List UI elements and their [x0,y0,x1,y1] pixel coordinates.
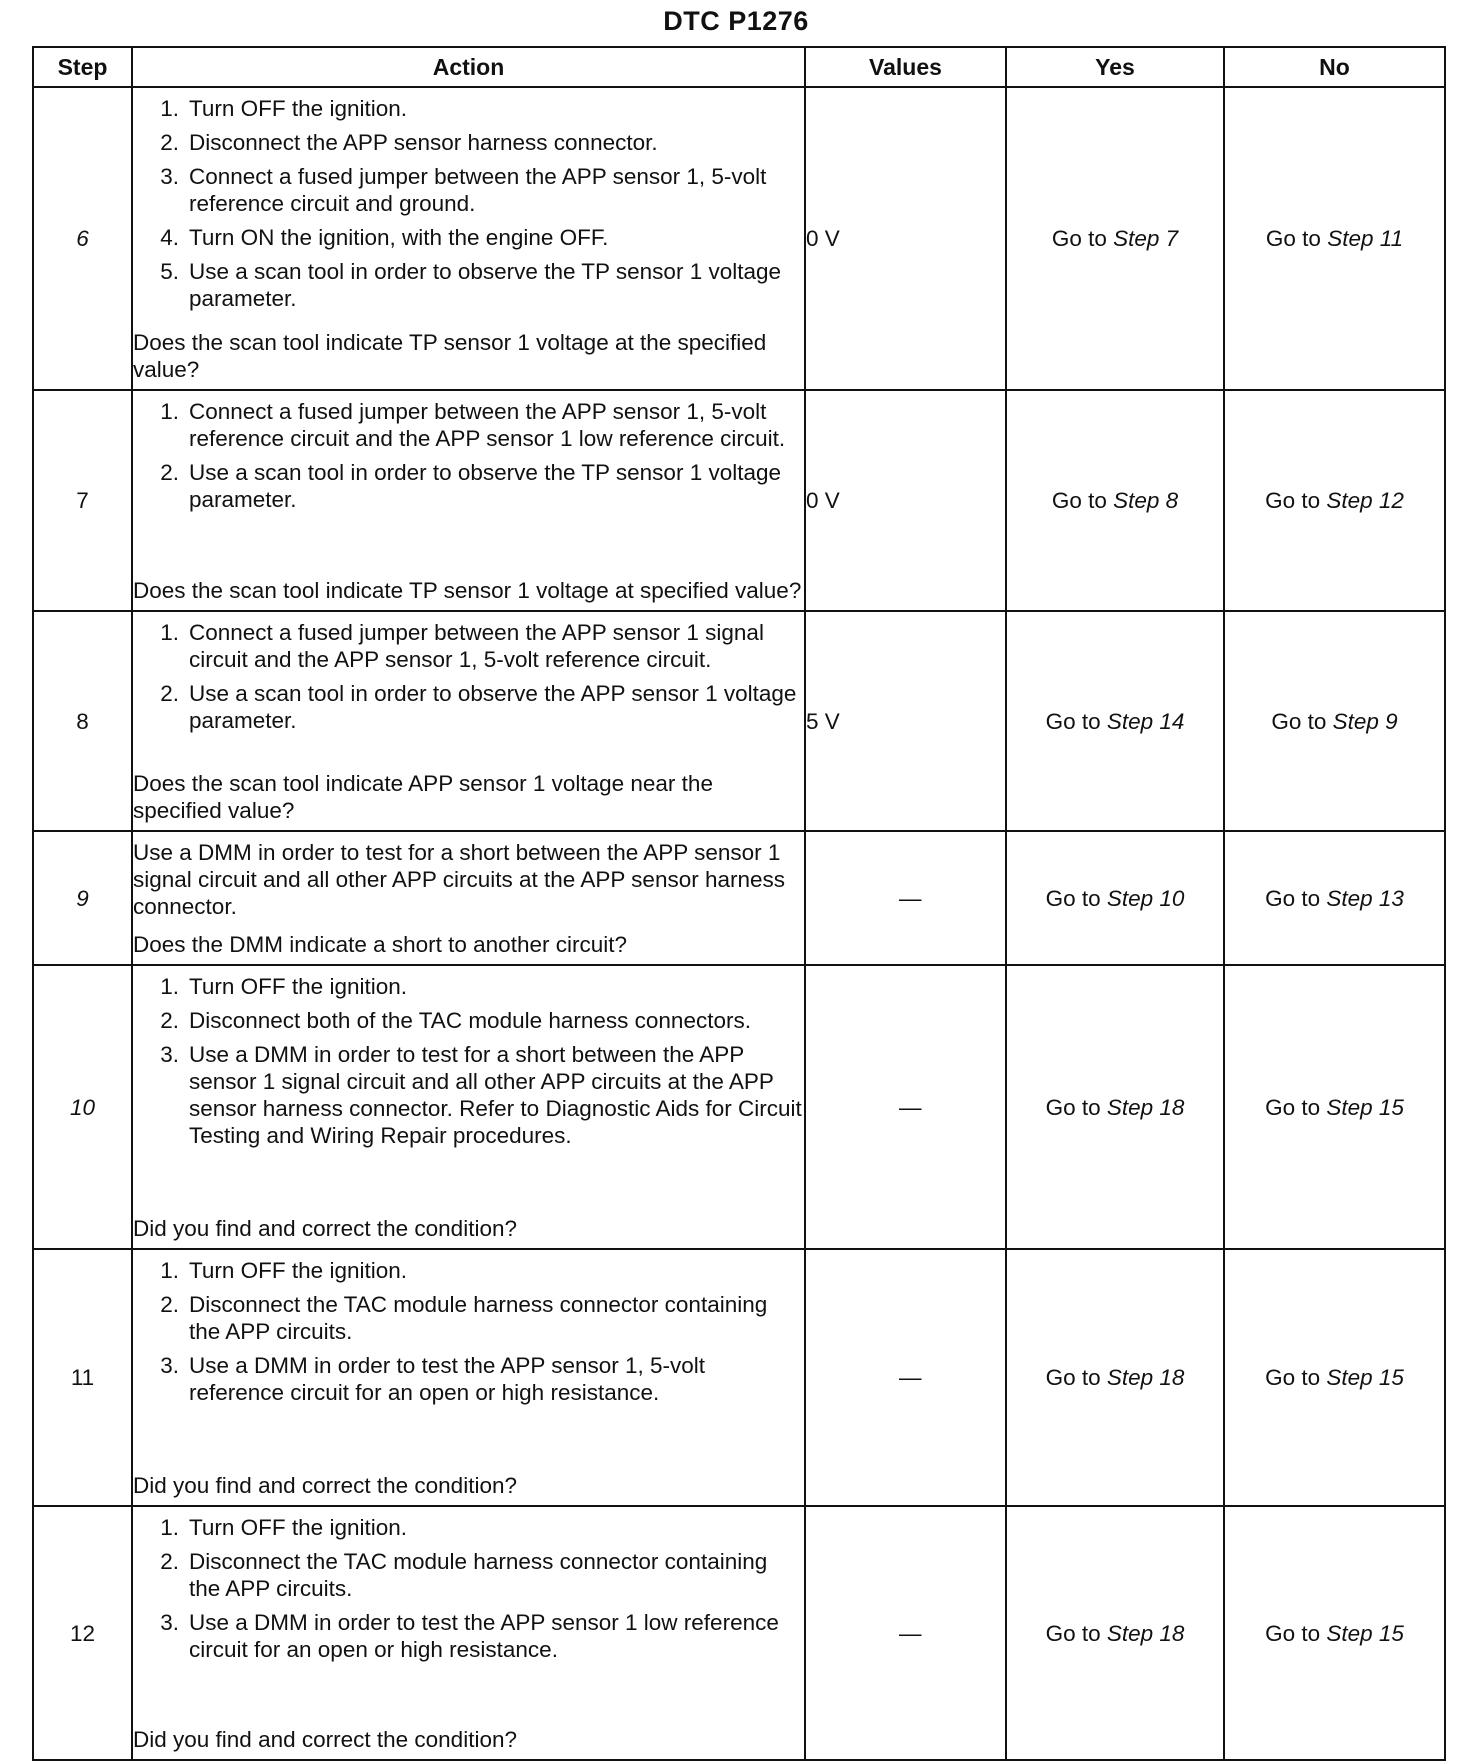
step-number: 9 [33,831,132,965]
list-item: 1. Turn OFF the ignition. [160,1257,408,1283]
no-cell: Go to Step 12 [1224,390,1445,611]
step-number: 8 [33,611,132,831]
value-cell: — [805,1506,1006,1760]
value-cell: 5 V [805,611,1006,831]
step-number: 10 [33,965,132,1249]
value-cell: 0 V [805,390,1006,611]
yes-link[interactable]: Step 7 [1113,226,1179,251]
list-item: 2. Disconnect the TAC module harness connector containing the APP circuits. [160,1548,768,1601]
yes-link[interactable]: Step 18 [1106,1365,1185,1390]
action-steps [133,973,804,1156]
yes-link[interactable]: Step 8 [1113,488,1179,513]
action-cell [132,611,805,831]
step-number: 7 [33,390,132,611]
list-item: 4. Turn ON the ignition, with the engine OFF. [160,224,609,250]
page-title: DTC P1276 [663,6,809,36]
action-question: Does the scan tool indicate TP sensor 1 voltage at specified value? [133,577,802,603]
yes-link[interactable]: Step 18 [1106,1620,1185,1646]
no-cell: Go to Step 15 [1224,1506,1445,1760]
action-steps [133,95,804,319]
no-cell: Go to Step 15 [1224,965,1445,1249]
value-cell: 0 V [805,87,1006,390]
no-link[interactable]: Step 11 [1327,226,1404,251]
action-question: Does the scan tool indicate APP sensor 1 voltage near the specified value? [133,770,713,823]
action-question: Does the scan tool indicate TP sensor 1 voltage at the specified value? [133,329,767,382]
action-steps [133,1257,804,1413]
list-item: 3. Use a DMM in order to test the APP sensor 1 low reference circuit for an open or high resistance. [160,1609,779,1662]
yes-cell: Go to Step 18 [1006,1249,1224,1506]
no-link[interactable]: Step 15 [1326,1094,1404,1120]
table-row [33,831,1445,965]
yes-cell: Go to Step 18 [1006,1506,1224,1760]
value-cell: — [805,831,1006,965]
value-cell: — [805,965,1006,1249]
list-item: 1. Turn OFF the ignition. [160,95,408,121]
step-number: 11 [33,1249,132,1506]
action-cell [132,390,805,611]
header-values: Values [805,47,1006,87]
action-cell [132,965,805,1249]
header-yes: Yes [1006,47,1224,87]
action-cell [132,87,805,390]
yes-link[interactable]: Step 14 [1106,708,1185,734]
yes-cell: Go to Step 8 [1006,390,1224,611]
action-cell [132,1249,805,1506]
no-link[interactable]: Step 15 [1326,1620,1404,1646]
action-question: Did you find and correct the condition? [133,1472,517,1498]
list-item: 1. Turn OFF the ignition. [160,973,408,999]
action-question: Did you find and correct the condition? [133,1726,517,1752]
no-link[interactable]: Step 12 [1326,488,1404,513]
diagnostic-table [32,46,1446,1761]
list-item: 1. Connect a fused jumper between the APP sensor 1 signal circuit and the APP sensor 1, 5-volt reference circuit. [160,619,764,672]
action-steps [133,398,804,520]
list-item: 1. Turn OFF the ignition. [160,1514,408,1540]
action-cell [132,1506,805,1760]
list-item: 5. Use a scan tool in order to observe the TP sensor 1 voltage parameter. [160,258,782,311]
list-item: 2. Use a scan tool in order to observe the APP sensor 1 voltage parameter. [160,680,797,733]
header-action: Action [132,47,805,87]
step-number: 6 [33,87,132,390]
list-item: 3. Use a DMM in order to test the APP sensor 1, 5-volt reference circuit for an open or high resistance. [160,1352,706,1405]
yes-cell: Go to Step 18 [1006,965,1224,1249]
action-cell [132,831,805,965]
action-steps [133,1514,804,1670]
table-row [33,390,1445,611]
list-item: 2. Disconnect both of the TAC module harness connectors. [160,1007,751,1033]
list-item: 1. Connect a fused jumper between the APP sensor 1, 5-volt reference circuit and the APP sensor 1 low reference circuit. [160,398,786,451]
list-item: 2. Disconnect the APP sensor harness connector. [160,129,658,155]
value-cell: — [805,1249,1006,1506]
table-row [33,965,1445,1249]
header-no: No [1224,47,1445,87]
action-question: Did you find and correct the condition? [133,1215,517,1241]
action-steps [133,619,804,741]
no-cell: Go to Step 9 [1224,611,1445,831]
header-row [33,47,1445,87]
list-item: 2. Disconnect the TAC module harness connector containing the APP circuits. [160,1291,768,1344]
yes-cell: Go to Step 10 [1006,831,1224,965]
yes-link[interactable]: Step 10 [1106,885,1185,911]
no-cell: Go to Step 15 [1224,1249,1445,1506]
yes-link[interactable]: Step 18 [1106,1094,1185,1120]
table-row [33,611,1445,831]
no-link[interactable]: Step 15 [1326,1365,1404,1390]
no-cell: Go to Step 13 [1224,831,1445,965]
no-link[interactable]: Step 13 [1326,885,1404,911]
no-cell: Go to Step 11 [1224,87,1445,390]
table-row [33,1506,1445,1760]
yes-cell: Go to Step 7 [1006,87,1224,390]
yes-cell: Go to Step 14 [1006,611,1224,831]
list-item: 3. Use a DMM in order to test for a short between the APP sensor 1 signal circuit and all other APP circuits at the APP sensor harness connector. Refer to Diagnostic Aids for Circuit Testing and Wiring Repair procedures. [160,1041,802,1148]
action-question: Does the DMM indicate a short to another circuit? [133,931,627,957]
list-item: 2. Use a scan tool in order to observe the TP sensor 1 voltage parameter. [160,459,782,512]
step-number: 12 [33,1506,132,1760]
list-item: 3. Connect a fused jumper between the APP sensor 1, 5-volt reference circuit and ground. [160,163,767,216]
table-row [33,87,1445,390]
header-step: Step [33,47,132,87]
table-row [33,1249,1445,1506]
no-link[interactable]: Step 9 [1332,708,1398,734]
action-instruction: Use a DMM in order to test for a short between the APP sensor 1 signal circuit and all other APP circuits at the APP sensor harness connector. [133,839,786,919]
